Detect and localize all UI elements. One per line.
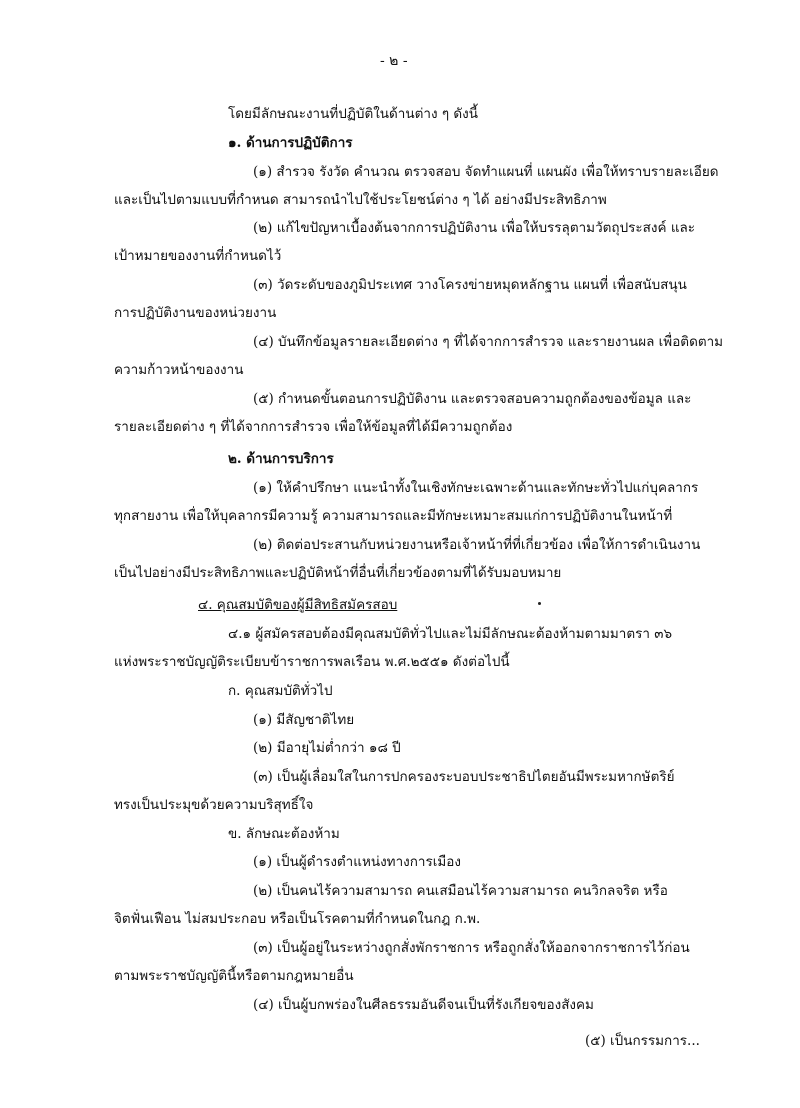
stray-mark: [538, 602, 541, 605]
prohibition-item-2-cont: จิตฟั่นเฟือน ไม่สมประกอบ หรือเป็นโรคตามที่กำหนดในกฎ ก.พ.: [114, 911, 481, 927]
prohibition-item-3-cont: ตามพระราชบัญญัตินี้หรือตามกฎหมายอื่น: [114, 968, 354, 984]
service-item-1-cont: ทุกสายงาน เพื่อให้บุคลากรมีความรู้ ความสามารถและมีทักษะเหมาะสมแก่การปฏิบัติงานในหน้าที่: [114, 508, 673, 524]
general-qualifications-heading: ก. คุณสมบัติทั่วไป: [228, 683, 333, 699]
service-item-1: (๑) ให้คำปรึกษา แนะนำทั้งในเชิงทักษะเฉพาะด้านและทักษะทั่วไปแก่บุคลากร: [253, 480, 699, 496]
operations-item-3-cont: การปฏิบัติงานของหน่วยงาน: [114, 305, 277, 321]
section-service-heading: ๒. ด้านการบริการ: [228, 451, 334, 467]
operations-item-5: (๕) กำหนดขั้นตอนการปฏิบัติงาน และตรวจสอบความถูกต้องของข้อมูล และ: [253, 391, 692, 407]
prohibition-item-4: (๔) เป็นผู้บกพร่องในศีลธรรมอันดีจนเป็นที่รังเกียจของสังคม: [253, 997, 594, 1013]
operations-item-4-cont: ความก้าวหน้าของงาน: [114, 362, 244, 378]
operations-item-1: (๑) สำรวจ รังวัด คำนวณ ตรวจสอบ จัดทำแผนที่ แผนผัง เพื่อให้ทราบรายละเอียด: [253, 164, 719, 180]
general-item-2: (๒) มีอายุไม่ต่ำกว่า ๑๘ ปี: [253, 740, 401, 756]
service-item-2: (๒) ติดต่อประสานกับหน่วยงานหรือเจ้าหน้าที่ที่เกี่ยวข้อง เพื่อให้การดำเนินงาน: [253, 537, 701, 553]
service-item-2-cont: เป็นไปอย่างมีประสิทธิภาพและปฏิบัติหน้าที่อื่นที่เกี่ยวข้องตามที่ได้รับมอบหมาย: [114, 565, 562, 581]
operations-item-4: (๔) บันทึกข้อมูลรายละเอียดต่าง ๆ ที่ได้จากการสำรวจ และรายงานผล เพื่อติดตาม: [253, 334, 724, 350]
operations-item-2: (๒) แก้ไขปัญหาเบื้องต้นจากการปฏิบัติงาน เพื่อให้บรรลุตามวัตถุประสงค์ และ: [253, 220, 696, 236]
general-item-3: (๓) เป็นผู้เลื่อมใสในการปกครองระบอบประชาธิปไตยอันมีพระมหากษัตริย์: [253, 769, 675, 785]
operations-item-1-cont: และเป็นไปตามแบบที่กำหนด สามารถนำไปใช้ประโยชน์ต่าง ๆ ได้ อย่างมีประสิทธิภาพ: [114, 192, 607, 208]
intro-line: โดยมีลักษณะงานที่ปฏิบัติในด้านต่าง ๆ ดังนี้: [228, 106, 478, 122]
operations-item-2-cont: เป้าหมายของงานที่กำหนดไว้: [114, 248, 282, 264]
general-item-3-cont: ทรงเป็นประมุขด้วยความบริสุทธิ์ใจ: [114, 797, 314, 813]
operations-item-3: (๓) วัดระดับของภูมิประเทศ วางโครงข่ายหมุดหลักฐาน แผนที่ เพื่อสนับสนุน: [253, 277, 687, 293]
qualification-4-1: ๔.๑ ผู้สมัครสอบต้องมีคุณสมบัติทั่วไปและไม่มีลักษณะต้องห้ามตามมาตรา ๓๖: [228, 626, 673, 642]
qualification-4-1-cont: แห่งพระราชบัญญัติระเบียบข้าราชการพลเรือน พ.ศ.๒๕๕๑ ดังต่อไปนี้: [114, 654, 510, 670]
prohibition-item-1: (๑) เป็นผู้ดำรงตำแหน่งทางการเมือง: [253, 854, 461, 870]
prohibition-item-2: (๒) เป็นคนไร้ความสามารถ คนเสมือนไร้ความสามารถ คนวิกลจริต หรือ: [253, 883, 668, 899]
prohibitions-heading: ข. ลักษณะต้องห้าม: [228, 826, 340, 842]
general-item-1: (๑) มีสัญชาติไทย: [253, 712, 355, 728]
page-number: - ๒ -: [380, 53, 408, 69]
operations-item-5-cont: รายละเอียดต่าง ๆ ที่ได้จากการสำรวจ เพื่อให้ข้อมูลที่ได้มีความถูกต้อง: [114, 419, 513, 435]
section-operations-heading: ๑. ด้านการปฏิบัติการ: [228, 135, 353, 151]
qualifications-heading: ๔. คุณสมบัติของผู้มีสิทธิสมัครสอบ: [198, 597, 398, 613]
prohibition-item-3: (๓) เป็นผู้อยู่ในระหว่างถูกสั่งพักราชการ หรือถูกสั่งให้ออกจากราชการไว้ก่อน: [253, 940, 690, 956]
continuation-catchword: (๕) เป็นกรรมการ...: [585, 1033, 700, 1049]
